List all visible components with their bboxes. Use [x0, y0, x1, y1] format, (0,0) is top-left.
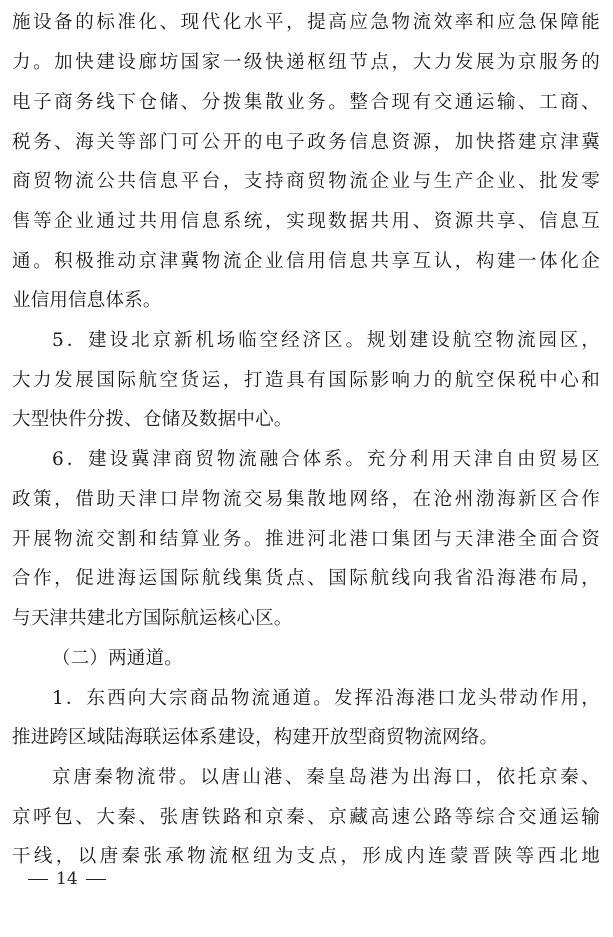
text-line: 电子商务线下仓储、分拨集散业务。整合现有交通运输、工商、 [12, 92, 600, 113]
text-line: 通。积极推动京津冀物流企业信用信息共享互认，构建一体化企 [12, 251, 600, 272]
text-line: 业信用信息体系。 [12, 290, 162, 311]
text-line: 商贸物流公共信息平台，支持商贸物流企业与生产企业、批发零 [12, 171, 600, 192]
text-line: 施设备的标准化、现代化水平，提高应急物流效率和应急保障能 [12, 12, 600, 33]
footer-dash-left [28, 879, 48, 880]
text-line: 力。加快建设廊坊国家一级快递枢纽节点，大力发展为京服务的 [12, 52, 600, 73]
text-line: 合作，促进海运国际航线集货点、国际航线向我省沿海港布局， [12, 568, 600, 589]
section-heading: （二）两通道。 [52, 648, 183, 669]
text-line: 税务、海关等部门可公开的电子政务信息资源，加快搭建京津冀 [12, 132, 600, 153]
text-line: 京唐秦物流带。以唐山港、秦皇岛港为出海口，依托京秦、 [52, 767, 600, 788]
paragraph-5-heading: 5．建设北京新机场临空经济区。规划建设航空物流园区， [52, 330, 600, 351]
text-line: 大型快件分拨、仓储及数据中心。 [12, 409, 293, 430]
text-line: 开展物流交割和结算业务。推进河北港口集团与天津港全面合资 [12, 529, 600, 550]
text-line: 大力发展国际航空货运，打造具有国际影响力的航空保税中心和 [12, 370, 600, 391]
paragraph-1-heading: 1．东西向大宗商品物流通道。发挥沿海港口龙头带动作用， [52, 688, 600, 709]
text-line: 售等企业通过共用信息系统，实现数据共用、资源共享、信息互 [12, 211, 600, 232]
text-line: 与天津共建北方国际航运核心区。 [12, 608, 293, 629]
page-footer [20, 868, 114, 890]
text-line: 政策，借助天津口岸物流交易集散地网络，在沧州渤海新区合作 [12, 489, 600, 510]
paragraph-6-heading: 6．建设冀津商贸物流融合体系。充分利用天津自由贸易区 [52, 449, 600, 470]
footer-dash-right [86, 879, 106, 880]
text-line: 京呼包、大秦、张唐铁路和京秦、京藏高速公路等综合交通运输 [12, 807, 600, 828]
text-line: 干线，以唐秦张承物流枢纽为支点，形成内连蒙晋陕等西北地 [12, 846, 600, 867]
page-number: 14 [56, 869, 78, 889]
text-line: 推进跨区域陆海联运体系建设，构建开放型商贸物流网络。 [12, 727, 499, 748]
